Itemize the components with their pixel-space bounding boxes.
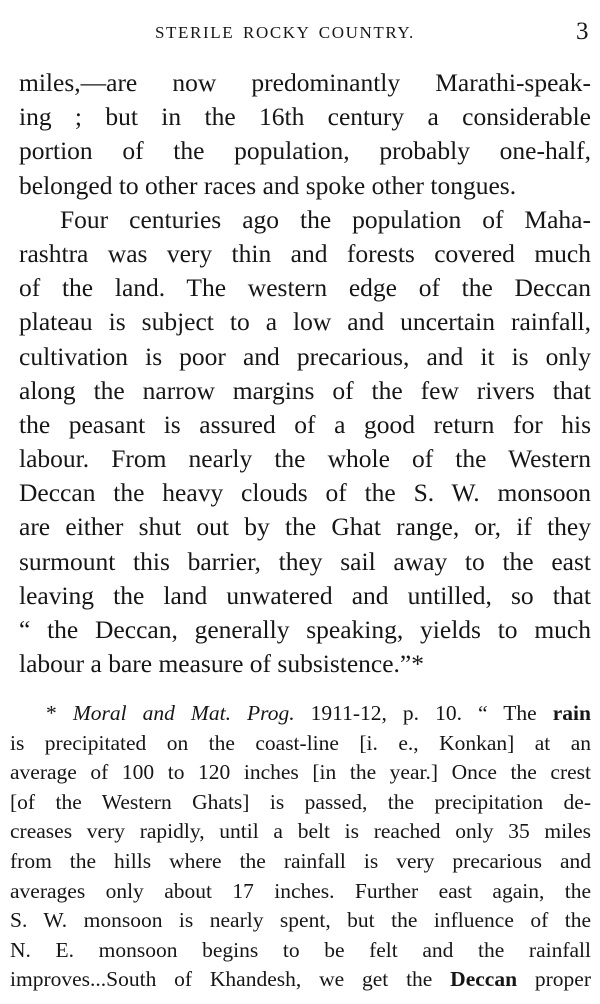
footnote-line: N. E. monsoon begins to be felt and the rainfall (10, 937, 591, 962)
body-line: belonged to other races and spoke other tongues. (19, 170, 517, 200)
footnote-line: [of the Western Ghats] is passed, the precipitation de- (10, 789, 591, 814)
running-title: STERILE ROCKY COUNTRY. (155, 23, 415, 42)
body-line: along the narrow margins of the few rivers that (19, 375, 591, 405)
body-line: “ the Deccan, generally speaking, yields to much (19, 615, 591, 644)
footnote-line: averages only about 17 inches. Further east again, the (10, 878, 591, 903)
footnote-bold-rain: rain (552, 701, 591, 725)
body-line: are either shut out by the Ghat range, or, if they (19, 512, 591, 542)
footnote (10, 699, 591, 995)
footnote-first-line (10, 699, 591, 729)
body-line: leaving the land unwatered and untilled, so that (19, 580, 591, 610)
body-line: ing ; but in the 16th century a considerable (19, 102, 591, 132)
body-text (19, 66, 591, 681)
body-line: of the land. The western edge of the Deccan (19, 273, 591, 303)
footnote-line: S. W. monsoon is nearly spent, but the influence of the (10, 908, 591, 933)
footnote-text: improves...South of Khandesh, we get the (10, 967, 451, 992)
footnote-line: from the hills where the rainfall is very precarious and (10, 848, 591, 873)
footnote-line: average of 100 to 120 inches [in the year.] Once the crest (10, 760, 591, 785)
footnote-bold-deccan: Deccan (450, 967, 518, 992)
body-line: labour. From nearly the whole of the Western (19, 444, 591, 474)
body-line: plateau is subject to a low and uncertain rainfall, (19, 307, 591, 337)
footnote-marker: * (46, 701, 57, 725)
body-line: the peasant is assured of a good return for his (19, 409, 591, 439)
body-line: surmount this barrier, they sail away to the east (19, 546, 591, 576)
body-line: cultivation is poor and precarious, and it is only (19, 341, 591, 371)
footnote-source: Moral and Mat. Prog. (72, 701, 295, 725)
page-number: 3 (576, 18, 589, 45)
body-line-with-footnote-marker: labour a bare measure of subsistence.”* (19, 649, 424, 679)
footnote-text: proper (517, 967, 591, 992)
footnote-line: is precipitated on the coast-line [i. e., Konkan] at an (10, 730, 591, 755)
body-line: miles,—are now predominantly Marathi-speak- (19, 68, 591, 97)
footnote-citation: 1911-12, p. 10. “ The (294, 701, 553, 725)
body-line: Deccan the heavy clouds of the S. W. monsoon (19, 478, 591, 508)
body-line: portion of the population, probably one-half, (19, 136, 591, 166)
running-head (0, 18, 600, 46)
body-line-paragraph-start: Four centuries ago the population of Maha- (60, 204, 591, 234)
footnote-last-line (10, 965, 591, 995)
body-line: rashtra was very thin and forests covered much (19, 238, 591, 268)
footnote-line: creases very rapidly, until a belt is reached only 35 miles (10, 819, 591, 844)
